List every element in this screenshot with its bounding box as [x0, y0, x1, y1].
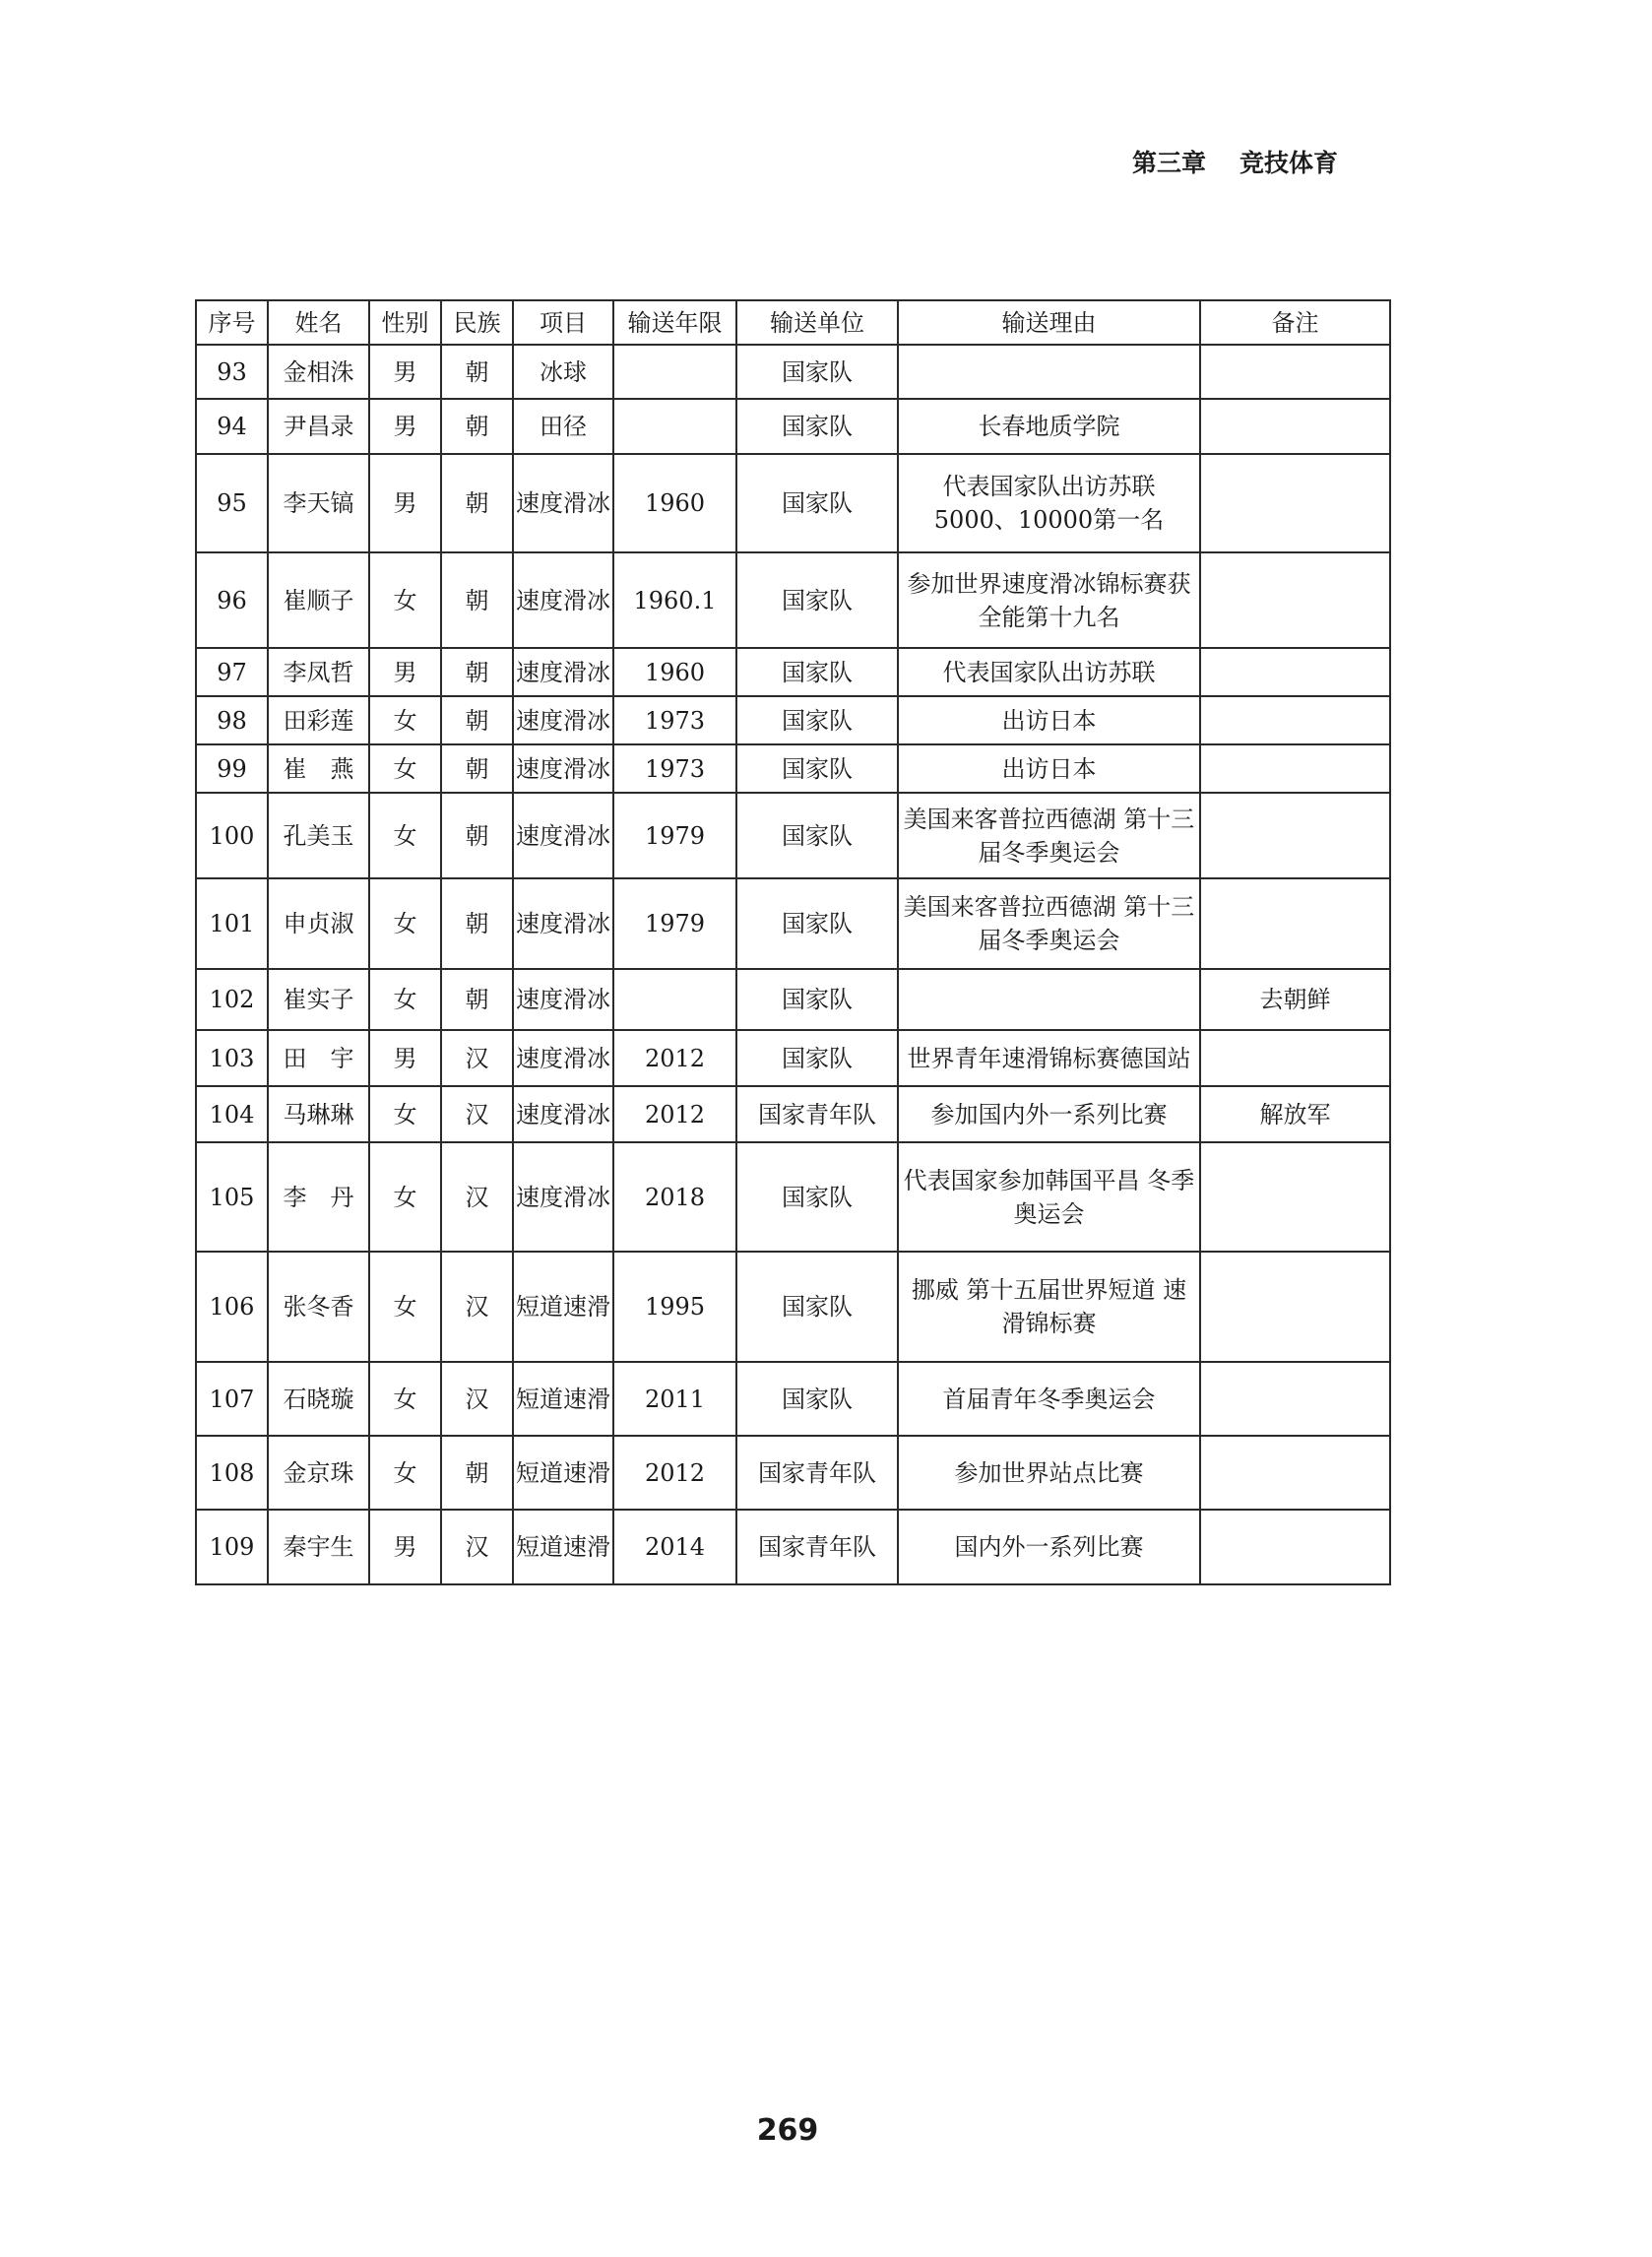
- cell-unit: 国家队: [736, 552, 898, 648]
- cell-unit: 国家青年队: [736, 1086, 898, 1142]
- cell-name: 张冬香: [268, 1252, 369, 1362]
- cell-year: 2011: [613, 1362, 736, 1436]
- cell-sport: 速度滑冰: [513, 1030, 613, 1086]
- cell-unit: 国家队: [736, 345, 898, 399]
- cell-sport: 速度滑冰: [513, 969, 613, 1030]
- cell-no: 98: [196, 696, 268, 744]
- cell-year: [613, 399, 736, 454]
- table-row: [196, 552, 1390, 648]
- column-header: 民族: [441, 300, 513, 345]
- cell-reason: 国内外一系列比赛: [898, 1510, 1200, 1584]
- cell-note: [1200, 1030, 1390, 1086]
- cell-year: 1960: [613, 454, 736, 552]
- cell-name: 秦宇生: [268, 1510, 369, 1584]
- column-header: 输送单位: [736, 300, 898, 345]
- column-header: 性别: [369, 300, 441, 345]
- table-row: [196, 793, 1390, 878]
- table-row: [196, 878, 1390, 969]
- cell-unit: 国家队: [736, 648, 898, 696]
- cell-reason: 出访日本: [898, 696, 1200, 744]
- cell-unit: 国家队: [736, 1362, 898, 1436]
- cell-note: [1200, 1252, 1390, 1362]
- cell-gender: 女: [369, 1362, 441, 1436]
- cell-ethnicity: 朝: [441, 345, 513, 399]
- cell-gender: 男: [369, 648, 441, 696]
- cell-reason: 代表国家队出访苏联: [898, 648, 1200, 696]
- cell-sport: 速度滑冰: [513, 878, 613, 969]
- cell-note: [1200, 1142, 1390, 1252]
- cell-reason: 代表国家参加韩国平昌 冬季奥运会: [898, 1142, 1200, 1252]
- cell-no: 101: [196, 878, 268, 969]
- table-row: [196, 969, 1390, 1030]
- column-header: 姓名: [268, 300, 369, 345]
- cell-name: 李 丹: [268, 1142, 369, 1252]
- cell-ethnicity: 汉: [441, 1252, 513, 1362]
- cell-year: 1973: [613, 696, 736, 744]
- cell-unit: 国家队: [736, 744, 898, 793]
- cell-sport: 短道速滑: [513, 1436, 613, 1510]
- cell-gender: 女: [369, 1252, 441, 1362]
- cell-sport: 速度滑冰: [513, 1086, 613, 1142]
- cell-gender: 女: [369, 878, 441, 969]
- cell-sport: 速度滑冰: [513, 793, 613, 878]
- table-row: [196, 399, 1390, 454]
- cell-name: 石晓璇: [268, 1362, 369, 1436]
- cell-sport: 速度滑冰: [513, 552, 613, 648]
- cell-sport: 短道速滑: [513, 1252, 613, 1362]
- cell-ethnicity: 朝: [441, 648, 513, 696]
- cell-year: 2014: [613, 1510, 736, 1584]
- cell-note: [1200, 1436, 1390, 1510]
- cell-name: 崔 燕: [268, 744, 369, 793]
- cell-reason: 世界青年速滑锦标赛德国站: [898, 1030, 1200, 1086]
- cell-gender: 男: [369, 454, 441, 552]
- table-row: [196, 1510, 1390, 1584]
- cell-ethnicity: 朝: [441, 454, 513, 552]
- cell-note: 去朝鲜: [1200, 969, 1390, 1030]
- cell-no: 108: [196, 1436, 268, 1510]
- cell-gender: 女: [369, 744, 441, 793]
- cell-sport: 速度滑冰: [513, 648, 613, 696]
- cell-no: 109: [196, 1510, 268, 1584]
- cell-reason: 首届青年冬季奥运会: [898, 1362, 1200, 1436]
- cell-gender: 女: [369, 552, 441, 648]
- table-row: [196, 648, 1390, 696]
- cell-name: 金相洙: [268, 345, 369, 399]
- cell-reason: 参加世界站点比赛: [898, 1436, 1200, 1510]
- athlete-transfer-table: [195, 299, 1391, 1585]
- cell-note: [1200, 1362, 1390, 1436]
- table-row: [196, 1362, 1390, 1436]
- cell-gender: 男: [369, 399, 441, 454]
- cell-ethnicity: 汉: [441, 1030, 513, 1086]
- cell-year: [613, 969, 736, 1030]
- cell-year: 2012: [613, 1436, 736, 1510]
- cell-no: 103: [196, 1030, 268, 1086]
- cell-unit: 国家队: [736, 969, 898, 1030]
- cell-name: 崔顺子: [268, 552, 369, 648]
- cell-sport: 速度滑冰: [513, 454, 613, 552]
- table-row: [196, 1086, 1390, 1142]
- table-row: [196, 1436, 1390, 1510]
- page-number: 269: [756, 2113, 819, 2148]
- cell-ethnicity: 朝: [441, 878, 513, 969]
- cell-name: 李凤哲: [268, 648, 369, 696]
- cell-sport: 速度滑冰: [513, 696, 613, 744]
- cell-year: 1973: [613, 744, 736, 793]
- cell-note: [1200, 793, 1390, 878]
- cell-unit: 国家队: [736, 1030, 898, 1086]
- cell-sport: 短道速滑: [513, 1510, 613, 1584]
- cell-unit: 国家队: [736, 454, 898, 552]
- cell-unit: 国家队: [736, 399, 898, 454]
- cell-name: 马琳琳: [268, 1086, 369, 1142]
- cell-name: 申贞淑: [268, 878, 369, 969]
- cell-reason: [898, 969, 1200, 1030]
- cell-no: 104: [196, 1086, 268, 1142]
- cell-reason: 挪威 第十五届世界短道 速滑锦标赛: [898, 1252, 1200, 1362]
- table-row: [196, 1030, 1390, 1086]
- column-header: 备注: [1200, 300, 1390, 345]
- cell-name: 李天镐: [268, 454, 369, 552]
- cell-reason: 参加世界速度滑冰锦标赛获全能第十九名: [898, 552, 1200, 648]
- cell-year: 2018: [613, 1142, 736, 1252]
- cell-sport: 速度滑冰: [513, 744, 613, 793]
- cell-gender: 女: [369, 1142, 441, 1252]
- cell-unit: 国家队: [736, 1252, 898, 1362]
- cell-reason: 参加国内外一系列比赛: [898, 1086, 1200, 1142]
- cell-no: 99: [196, 744, 268, 793]
- cell-ethnicity: 朝: [441, 399, 513, 454]
- cell-note: [1200, 744, 1390, 793]
- cell-reason: 美国来客普拉西德湖 第十三届冬季奥运会: [898, 878, 1200, 969]
- cell-gender: 女: [369, 1086, 441, 1142]
- cell-note: [1200, 878, 1390, 969]
- cell-no: 102: [196, 969, 268, 1030]
- cell-name: 田彩莲: [268, 696, 369, 744]
- column-header: 项目: [513, 300, 613, 345]
- column-header: 输送理由: [898, 300, 1200, 345]
- cell-no: 100: [196, 793, 268, 878]
- table-header-row: [196, 300, 1390, 345]
- cell-gender: 女: [369, 969, 441, 1030]
- cell-no: 94: [196, 399, 268, 454]
- cell-sport: 短道速滑: [513, 1362, 613, 1436]
- cell-no: 105: [196, 1142, 268, 1252]
- cell-unit: 国家队: [736, 696, 898, 744]
- cell-name: 田 宇: [268, 1030, 369, 1086]
- chapter-title: 第三章: [1132, 149, 1207, 177]
- cell-unit: 国家青年队: [736, 1436, 898, 1510]
- cell-ethnicity: 朝: [441, 552, 513, 648]
- cell-ethnicity: 朝: [441, 696, 513, 744]
- cell-ethnicity: 汉: [441, 1510, 513, 1584]
- cell-reason: 美国来客普拉西德湖 第十三届冬季奥运会: [898, 793, 1200, 878]
- cell-year: 1979: [613, 878, 736, 969]
- cell-reason: 出访日本: [898, 744, 1200, 793]
- cell-unit: 国家队: [736, 793, 898, 878]
- column-header: 序号: [196, 300, 268, 345]
- cell-year: 1979: [613, 793, 736, 878]
- cell-no: 97: [196, 648, 268, 696]
- table-row: [196, 1252, 1390, 1362]
- cell-year: 2012: [613, 1086, 736, 1142]
- cell-gender: 女: [369, 793, 441, 878]
- cell-year: 1960.1: [613, 552, 736, 648]
- cell-name: 金京珠: [268, 1436, 369, 1510]
- cell-ethnicity: 朝: [441, 744, 513, 793]
- cell-sport: 田径: [513, 399, 613, 454]
- cell-note: [1200, 696, 1390, 744]
- cell-note: [1200, 454, 1390, 552]
- cell-no: 95: [196, 454, 268, 552]
- cell-name: 尹昌录: [268, 399, 369, 454]
- cell-year: [613, 345, 736, 399]
- cell-gender: 男: [369, 1510, 441, 1584]
- cell-ethnicity: 朝: [441, 969, 513, 1030]
- table-row: [196, 1142, 1390, 1252]
- table-row: [196, 744, 1390, 793]
- cell-sport: 冰球: [513, 345, 613, 399]
- cell-note: 解放军: [1200, 1086, 1390, 1142]
- cell-unit: 国家队: [736, 1142, 898, 1252]
- cell-unit: 国家队: [736, 878, 898, 969]
- cell-gender: 女: [369, 1436, 441, 1510]
- cell-ethnicity: 汉: [441, 1086, 513, 1142]
- cell-ethnicity: 汉: [441, 1142, 513, 1252]
- cell-name: 崔实子: [268, 969, 369, 1030]
- cell-name: 孔美玉: [268, 793, 369, 878]
- cell-reason: 代表国家队出访苏联 5000、10000第一名: [898, 454, 1200, 552]
- section-title: 竞技体育: [1239, 149, 1339, 177]
- table-row: [196, 345, 1390, 399]
- cell-gender: 男: [369, 345, 441, 399]
- table-row: [196, 696, 1390, 744]
- chapter-header: [1132, 144, 1388, 179]
- cell-ethnicity: 朝: [441, 1436, 513, 1510]
- cell-sport: 速度滑冰: [513, 1142, 613, 1252]
- cell-no: 106: [196, 1252, 268, 1362]
- cell-note: [1200, 552, 1390, 648]
- cell-no: 96: [196, 552, 268, 648]
- cell-year: 1960: [613, 648, 736, 696]
- cell-gender: 男: [369, 1030, 441, 1086]
- cell-reason: [898, 345, 1200, 399]
- cell-ethnicity: 汉: [441, 1362, 513, 1436]
- cell-gender: 女: [369, 696, 441, 744]
- cell-ethnicity: 朝: [441, 793, 513, 878]
- table-body: [196, 345, 1390, 1584]
- cell-note: [1200, 399, 1390, 454]
- table-row: [196, 454, 1390, 552]
- cell-year: 1995: [613, 1252, 736, 1362]
- cell-note: [1200, 345, 1390, 399]
- cell-note: [1200, 1510, 1390, 1584]
- column-header: 输送年限: [613, 300, 736, 345]
- cell-reason: 长春地质学院: [898, 399, 1200, 454]
- cell-note: [1200, 648, 1390, 696]
- cell-unit: 国家青年队: [736, 1510, 898, 1584]
- cell-no: 107: [196, 1362, 268, 1436]
- cell-no: 93: [196, 345, 268, 399]
- cell-year: 2012: [613, 1030, 736, 1086]
